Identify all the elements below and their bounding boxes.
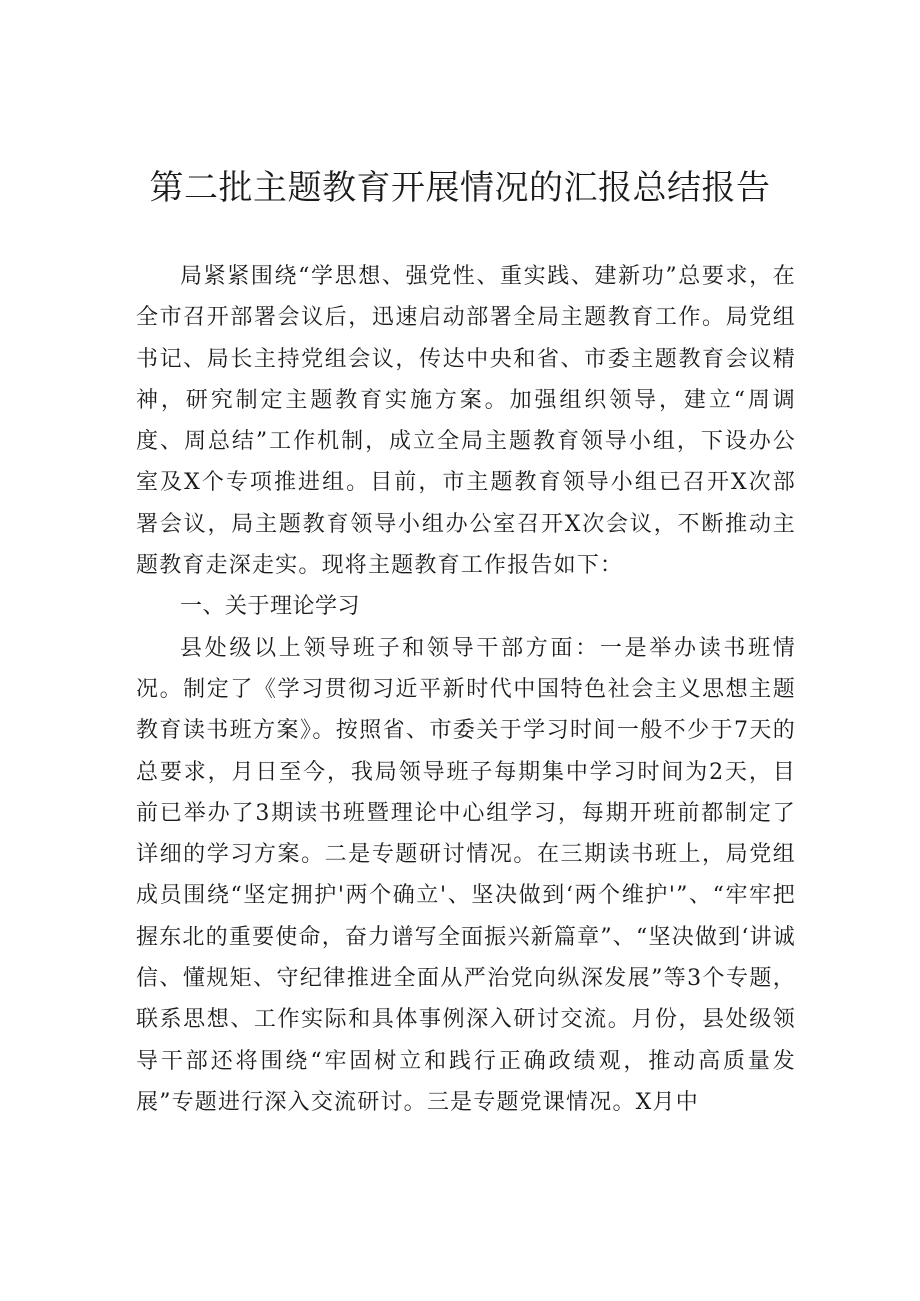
document-title: 第二批主题教育开展情况的汇报总结报告	[149, 168, 771, 208]
document-body	[136, 256, 796, 1123]
section-heading-theory-study: 一、关于理论学习	[180, 594, 361, 620]
intro-paragraph: 局紧紧围绕“学思想、强党性、重实践、建新功”总要求，在全市召开部署会议后，迅速启动部署全局主题教育工作。局党组书记、局长主持党组会议，传达中央和省、市委主题教育会议精神，研究制定主题教育实施方案。加强组织领导，建立“周调度、周总结”工作机制，成立全局主题教育领导小组，下设办公室及X个专项推进组。目前，市主题教育领导小组已召开X次部署会议，局主题教育领导小组办公室召开X次会议，不断推动主题教育走深走实。现将主题教育工作报告如下：	[136, 264, 796, 579]
theory-study-paragraph: 县处级以上领导班子和领导干部方面：一是举办读书班情况。制定了《学习贯彻习近平新时代中国特色社会主义思想主题教育读书班方案》。按照省、市委关于学习时间一般不少于7天的总要求，月日至今，我局领导班子每期集中学习时间为2天，目前已举办了3期读书班暨理论中心组学习，每期开班前都制定了详细的学习方案。二是专题研讨情况。在三期读书班上，局党组成员围绕“坚定拥护'两个确立'、坚决做到‘两个维护'”、“牢牢把握东北的重要使命，奋力谱写全面振兴新篇章”、“坚决做到‘讲诚信、懂规矩、守纪律推进全面从严治党向纵深发展”等3个专题，联系思想、工作实际和具体事例深入研讨交流。月份，县处级领导干部还将围绕“牢固树立和践行正确政绩观，推动高质量发展”专题进行深入交流研讨。三是专题党课情况。X月中	[136, 635, 796, 1115]
